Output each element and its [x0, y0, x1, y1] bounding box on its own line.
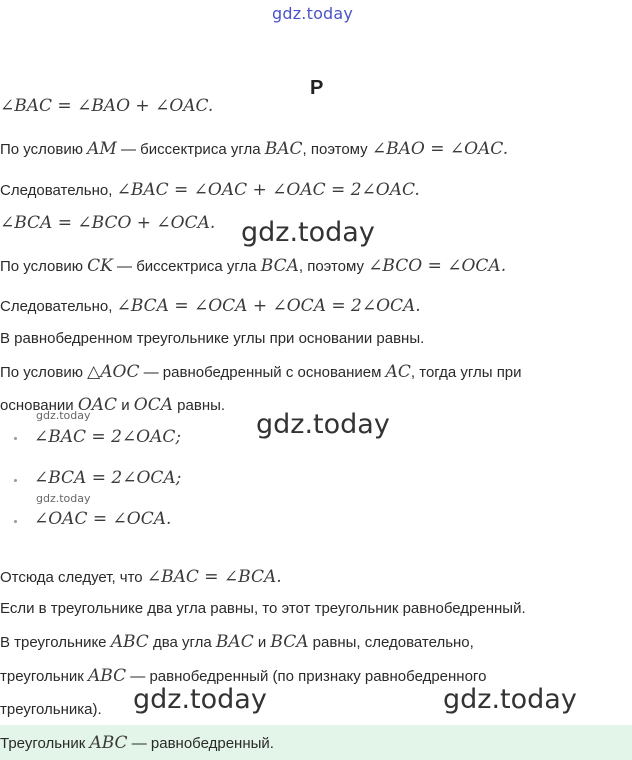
answer-text	[0, 733, 274, 753]
math-expr: CK	[87, 256, 113, 276]
bullet-dot	[14, 479, 17, 482]
math-expr: OCA	[133, 395, 174, 415]
text-span: два угла	[148, 634, 216, 651]
watermark: gdz.today	[133, 684, 267, 715]
math-expr: ∠BAC = ∠BAO + ∠OAC.	[0, 96, 214, 116]
text-span: — равнобедренный (по признаку равнобедренного	[126, 668, 487, 685]
text-line-11: Если в треугольнике два угла равны, то этот треугольник равнобедренный.	[0, 600, 526, 617]
text-line-3	[0, 180, 420, 201]
text-span: и	[253, 634, 271, 651]
text-span: В треугольнике	[0, 634, 111, 651]
math-expr: AM	[87, 139, 117, 159]
watermark-top: gdz.today	[272, 4, 354, 23]
math-expr: ∠BCA = ∠OCA + ∠OCA = 2∠OCA.	[116, 296, 421, 316]
text-span: По условию	[0, 141, 88, 158]
text-span: Следовательно,	[0, 298, 117, 315]
math-expr: ABC	[88, 666, 127, 686]
text-span: , тогда углы при	[410, 364, 522, 381]
text-span: — равнобедренный с основанием	[139, 364, 386, 381]
text-line-2	[0, 139, 508, 160]
text-span: По условию	[0, 258, 88, 275]
text-span: , поэтому	[302, 141, 372, 158]
text-span: Следовательно,	[0, 182, 117, 199]
bullet-dot	[14, 520, 17, 523]
text-line-7: В равнобедренном треугольнике углы при основании равны.	[0, 330, 425, 347]
watermark: gdz.today	[443, 684, 577, 715]
text-span: основании	[0, 397, 78, 414]
math-expr: ∠BAC = ∠BCA.	[146, 567, 282, 587]
math-expr: BAC	[264, 139, 303, 159]
text-span: — равнобедренный.	[127, 735, 274, 752]
watermark: gdz.today	[241, 217, 375, 248]
watermark-small: gdz.today	[36, 409, 91, 422]
text-span: равны.	[173, 397, 226, 414]
text-span: — биссектриса угла	[112, 258, 261, 275]
text-line-14: треугольника).	[0, 701, 102, 718]
bullet-dot	[14, 437, 17, 440]
text-line-4	[0, 213, 215, 234]
math-expr: ∠BAO = ∠OAC.	[371, 139, 509, 159]
math-expr: ∠OAC = ∠OCA.	[34, 509, 172, 529]
text-span: равны, следовательно,	[308, 634, 474, 651]
math-expr: OAC	[77, 395, 118, 415]
text-span: По условию	[0, 364, 88, 381]
text-line-8	[0, 362, 522, 383]
math-expr: ∠BAC = 2∠OAC;	[34, 427, 182, 447]
text-span: — биссектриса угла	[116, 141, 265, 158]
math-expr: ABC	[89, 733, 128, 753]
math-expr: ∠BCO = ∠OCA.	[368, 256, 507, 276]
math-expr: BCA	[270, 632, 309, 652]
math-expr: BAC	[215, 632, 254, 652]
watermark: gdz.today	[256, 409, 390, 440]
bullet-item-2	[34, 468, 181, 489]
text-line-6	[0, 296, 421, 317]
text-line-9	[0, 395, 225, 416]
text-span: и	[117, 397, 134, 414]
watermark-small: gdz.today	[36, 492, 91, 505]
math-expr: AC	[385, 362, 411, 382]
text-span: Треугольник	[0, 735, 90, 752]
math-expr: △AOC	[87, 362, 140, 382]
math-expr: ∠BCA = ∠BCO + ∠OCA.	[0, 213, 216, 233]
text-span: Отсюда следует, что	[0, 569, 147, 586]
bullet-item-1	[34, 427, 181, 448]
text-span: треугольник	[0, 668, 89, 685]
math-expr: BCA	[260, 256, 299, 276]
text-span: , поэтому	[298, 258, 369, 275]
text-line-12	[0, 632, 474, 653]
heading-mark: P	[310, 77, 324, 99]
math-expr: ∠BAC = ∠OAC + ∠OAC = 2∠OAC.	[116, 180, 420, 200]
text-line-10	[0, 567, 282, 588]
math-expr: ∠BCA = 2∠OCA;	[34, 468, 182, 488]
bullet-item-3	[34, 509, 171, 530]
text-line-5	[0, 256, 506, 277]
text-line-1	[0, 96, 213, 117]
math-expr: ABC	[110, 632, 149, 652]
